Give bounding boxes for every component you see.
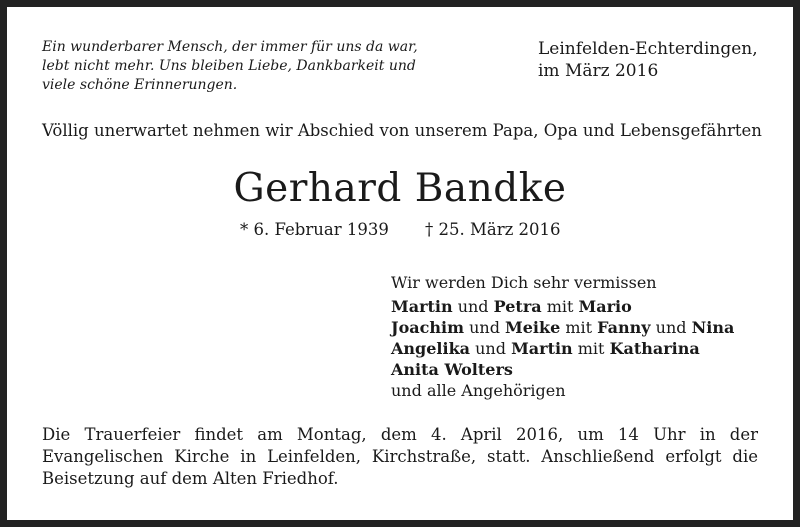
birth-date-text: 6. Februar 1939	[253, 220, 389, 239]
death-date	[425, 219, 561, 241]
mourner-name: Martin	[391, 297, 453, 316]
quote-line: lebt nicht mehr. Uns bleiben Liebe, Dankbarkeit und	[42, 58, 416, 74]
quote-line: viele schöne Erinnerungen.	[42, 77, 238, 93]
mourner-name: Anita Wolters	[391, 360, 513, 379]
death-date-text: 25. März 2016	[438, 220, 561, 239]
cross-icon: †	[425, 220, 434, 239]
mourner-name: Katharina	[609, 339, 700, 358]
place-date	[538, 38, 758, 82]
mourner-row	[391, 338, 734, 359]
memorial-quote	[42, 38, 418, 95]
connector: mit	[560, 318, 598, 337]
intro-text: Völlig unerwartet nehmen wir Abschied von unserem Papa, Opa und Lebensgefährten	[42, 121, 762, 140]
deceased-name: Gerhard Bandke	[233, 166, 567, 211]
connector: und	[650, 318, 692, 337]
mourner-name: Nina	[691, 318, 735, 337]
mourner-name: Meike	[505, 318, 561, 337]
mourners-closing: und alle Angehörigen	[391, 381, 566, 400]
mourner-row	[391, 296, 734, 317]
mourner-name: Mario	[578, 297, 632, 316]
mourner-name: Joachim	[391, 318, 464, 337]
connector: mit	[541, 297, 579, 316]
connector: und	[470, 339, 512, 358]
connector: und	[452, 297, 494, 316]
mourners-heading: Wir werden Dich sehr vermissen	[391, 273, 657, 292]
mourner-name: Angelika	[391, 339, 471, 358]
mourner-name: Fanny	[597, 318, 651, 337]
birth-date	[240, 219, 389, 241]
funeral-notice: Die Trauerfeier findet am Montag, dem 4. April 2016, um 14 Uhr in der Evangelischen Kirche in Leinfelden, Kirchstraße, statt. Anschließend erfolgt die Beisetzung auf dem Alten Friedhof.	[42, 425, 758, 488]
mourner-name: Martin	[511, 339, 573, 358]
mourners-block	[391, 272, 734, 401]
place: Leinfelden-Echterdingen,	[538, 39, 758, 59]
mourner-row	[391, 359, 734, 380]
connector: mit	[572, 339, 610, 358]
quote-line: Ein wunderbarer Mensch, der immer für uns da war,	[42, 39, 418, 55]
connector: und	[464, 318, 506, 337]
mourner-row	[391, 317, 734, 338]
mourner-name: Petra	[493, 297, 542, 316]
date: im März 2016	[538, 61, 659, 81]
birth-symbol: *	[240, 220, 249, 239]
